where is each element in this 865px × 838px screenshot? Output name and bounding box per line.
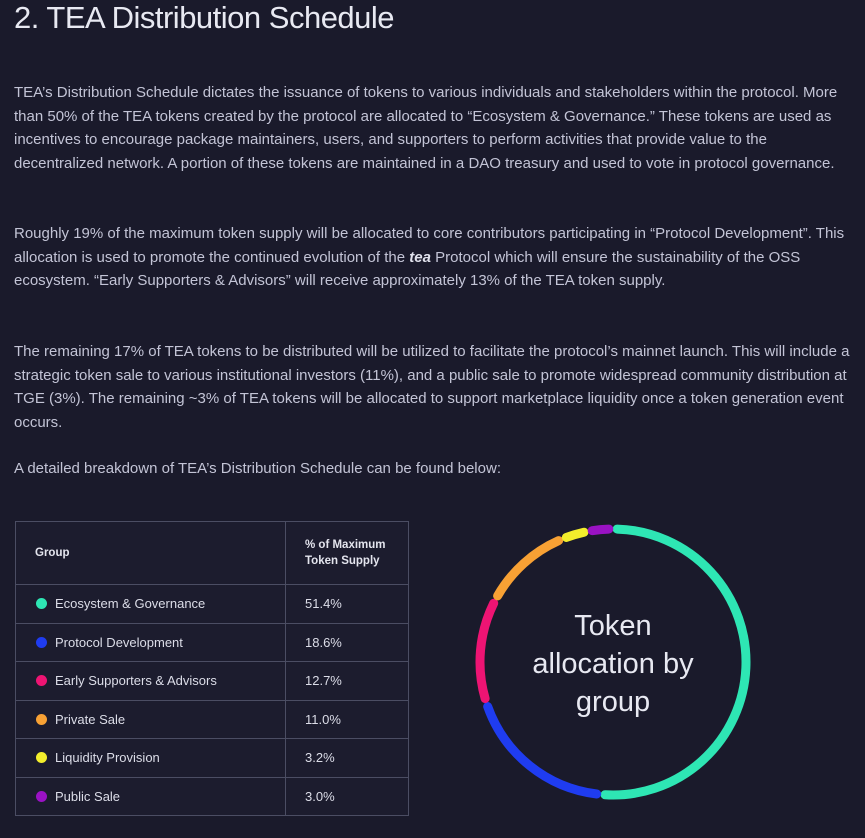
table-row bbox=[16, 777, 409, 816]
paragraph-protocol-development bbox=[14, 222, 859, 293]
donut-segment-public-sale bbox=[592, 529, 609, 531]
paragraph-breakdown-lead: A detailed breakdown of TEA’s Distribution Schedule can be found below: bbox=[14, 460, 501, 477]
row-group-label: Private Sale bbox=[55, 711, 126, 727]
header-pct-line2: Token Supply bbox=[305, 555, 380, 567]
row-pct-cell: 3.0% bbox=[286, 777, 409, 816]
row-group-label: Early Supporters & Advisors bbox=[55, 673, 217, 689]
header-pct-line1: % of Maximum bbox=[305, 539, 386, 551]
paragraph-remaining-allocation: The remaining 17% of TEA tokens to be distributed will be utilized to facilitate the protocol’s mainnet launch. This will include a strategic token sale to various institutional investors (11%), and a public sale to promote widespread community distribution at TGE (3%). The remaining ~3% of TEA tokens will be allocated to support marketplace liquidity once a token generation event occurs. bbox=[14, 343, 850, 431]
legend-dot-icon bbox=[36, 598, 47, 609]
row-pct-cell: 11.0% bbox=[286, 700, 409, 739]
donut-label-line1: Token bbox=[574, 610, 652, 642]
table-row bbox=[16, 700, 409, 739]
row-group-cell bbox=[16, 777, 286, 816]
donut-center-label bbox=[489, 607, 737, 721]
paragraph-text: Roughly 19% of the maximum token supply will be allocated to core contributors participating in “Protocol Development”. This allocation is used to promote the continued evolution of the bbox=[14, 225, 845, 266]
section-title: 2. TEA Distribution Schedule bbox=[14, 0, 395, 35]
legend-dot-icon bbox=[36, 752, 47, 763]
row-pct-cell: 18.6% bbox=[286, 623, 409, 662]
legend-dot-icon bbox=[36, 714, 47, 725]
donut-label-line3: group bbox=[575, 686, 651, 718]
row-pct-cell: 51.4% bbox=[286, 585, 409, 624]
table-row bbox=[16, 623, 409, 662]
row-group-cell bbox=[16, 585, 286, 624]
paragraph-text: Protocol which will ensure the sustainability of the OSS ecosystem. “Early Supporters & Advisors” will receive approximately 13% of the TEA token supply. bbox=[14, 248, 801, 289]
table-header-row bbox=[16, 522, 409, 585]
row-group-cell bbox=[16, 739, 286, 778]
table-row bbox=[16, 585, 409, 624]
tea-brand-name: tea bbox=[409, 248, 431, 266]
row-group-cell bbox=[16, 662, 286, 701]
donut-label-line2: allocation by bbox=[532, 648, 694, 680]
table-row bbox=[16, 739, 409, 778]
table-row bbox=[16, 662, 409, 701]
row-group-cell bbox=[16, 623, 286, 662]
row-group-cell bbox=[16, 700, 286, 739]
donut-segment-liquidity-provision bbox=[566, 532, 584, 537]
row-group-label: Protocol Development bbox=[55, 634, 183, 650]
legend-dot-icon bbox=[36, 791, 47, 802]
row-group-label: Liquidity Provision bbox=[55, 750, 160, 766]
header-pct bbox=[286, 522, 409, 585]
row-pct-cell: 3.2% bbox=[286, 739, 409, 778]
row-group-label: Ecosystem & Governance bbox=[55, 596, 206, 612]
header-group: Group bbox=[16, 522, 286, 585]
row-pct-cell: 12.7% bbox=[286, 662, 409, 701]
legend-dot-icon bbox=[36, 675, 47, 686]
paragraph-distribution-intro: TEA’s Distribution Schedule dictates the issuance of tokens to various individuals and stakeholders within the protocol. More than 50% of the TEA tokens created by the protocol are allocated to “Ecosystem & Governance.” These tokens are used as incentives to encourage package maintainers, users, and supporters to perform activities that provide value to the decentralized network. A portion of these tokens are maintained in a DAO treasury and used to vote in protocol governance. bbox=[14, 84, 838, 172]
legend-dot-icon bbox=[36, 637, 47, 648]
distribution-table bbox=[15, 521, 409, 816]
donut-segment-private-sale bbox=[498, 541, 559, 596]
row-group-label: Public Sale bbox=[55, 788, 121, 804]
